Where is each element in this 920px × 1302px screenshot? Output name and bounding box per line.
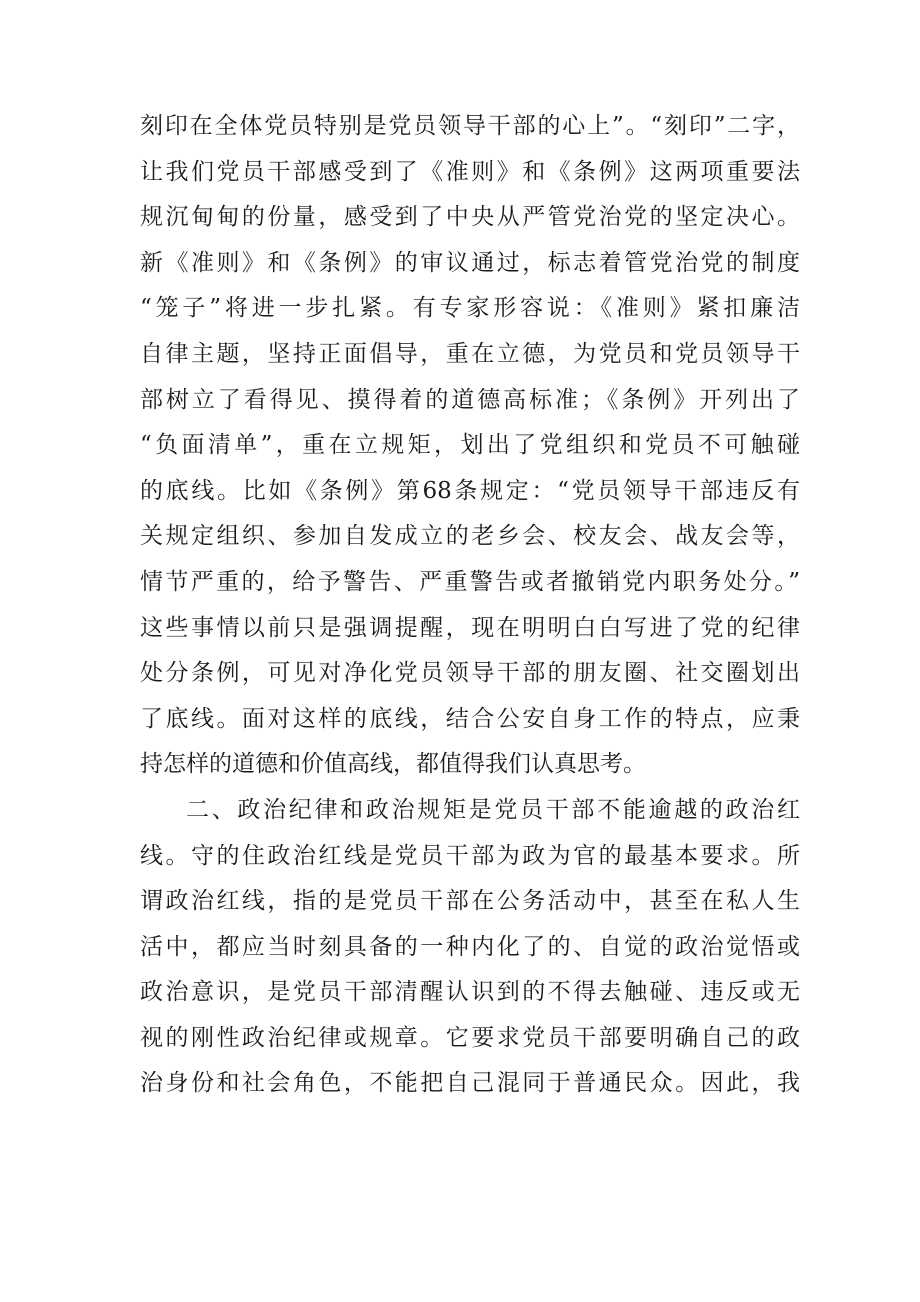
text-line: 新《准则》和《条例》的审议通过，标志着管党治党的制度 bbox=[140, 249, 800, 276]
text-line: “笼子”将进一步扎紧。有专家形容说：《准则》紧扣廉洁 bbox=[140, 295, 800, 322]
text-line: 活中，都应当时刻具备的一种内化了的、自觉的政治觉悟或 bbox=[140, 933, 800, 960]
text-line: 情节严重的，给予警告、严重警告或者撤销党内职务处分。” bbox=[140, 568, 800, 595]
text-line: 自律主题，坚持正面倡导，重在立德，为党员和党员领导干 bbox=[140, 340, 800, 367]
text-line: 治身份和社会角色，不能把自己混同于普通民众。因此，我 bbox=[140, 1070, 800, 1097]
body-text bbox=[140, 104, 800, 1107]
text-line: 了底线。面对这样的底线，结合公安自身工作的特点，应秉 bbox=[140, 705, 800, 732]
text-line: 这些事情以前只是强调提醒，现在明明白白写进了党的纪律 bbox=[140, 614, 800, 641]
text-line: 规沉甸甸的份量，感受到了中央从严管党治党的坚定决心。 bbox=[140, 204, 800, 231]
section-heading-line: 二、政治纪律和政治规矩是党员干部不能逾越的政治红 bbox=[186, 796, 800, 823]
text-line: 线。守的住政治红线是党员干部为政为官的最基本要求。所 bbox=[140, 842, 800, 869]
text-line: 部树立了看得见、摸得着的道德高标准；《条例》开列出了 bbox=[140, 386, 800, 413]
text-line: 刻印在全体党员特别是党员领导干部的心上”。“刻印”二字， bbox=[140, 113, 800, 139]
text-line: “负面清单”，重在立规矩，划出了党组织和党员不可触碰 bbox=[140, 432, 800, 459]
text-line: 的底线。比如《条例》第68条规定：“党员领导干部违反有 bbox=[140, 477, 800, 504]
text-line: 谓政治红线，指的是党员干部在公务活动中，甚至在私人生 bbox=[140, 888, 800, 915]
paragraph-end-line: 持怎样的道德和价值高线，都值得我们认真思考。 bbox=[140, 751, 646, 778]
text-line: 政治意识，是党员干部清醒认识到的不得去触碰、违反或无 bbox=[140, 979, 800, 1006]
text-line: 视的刚性政治纪律或规章。它要求党员干部要明确自己的政 bbox=[140, 1024, 800, 1051]
text-line: 关规定组织、参加自发成立的老乡会、校友会、战友会等， bbox=[140, 523, 800, 550]
text-line: 处分条例，可见对净化党员领导干部的朋友圈、社交圈划出 bbox=[140, 660, 800, 687]
text-line: 让我们党员干部感受到了《准则》和《条例》这两项重要法 bbox=[140, 158, 800, 185]
